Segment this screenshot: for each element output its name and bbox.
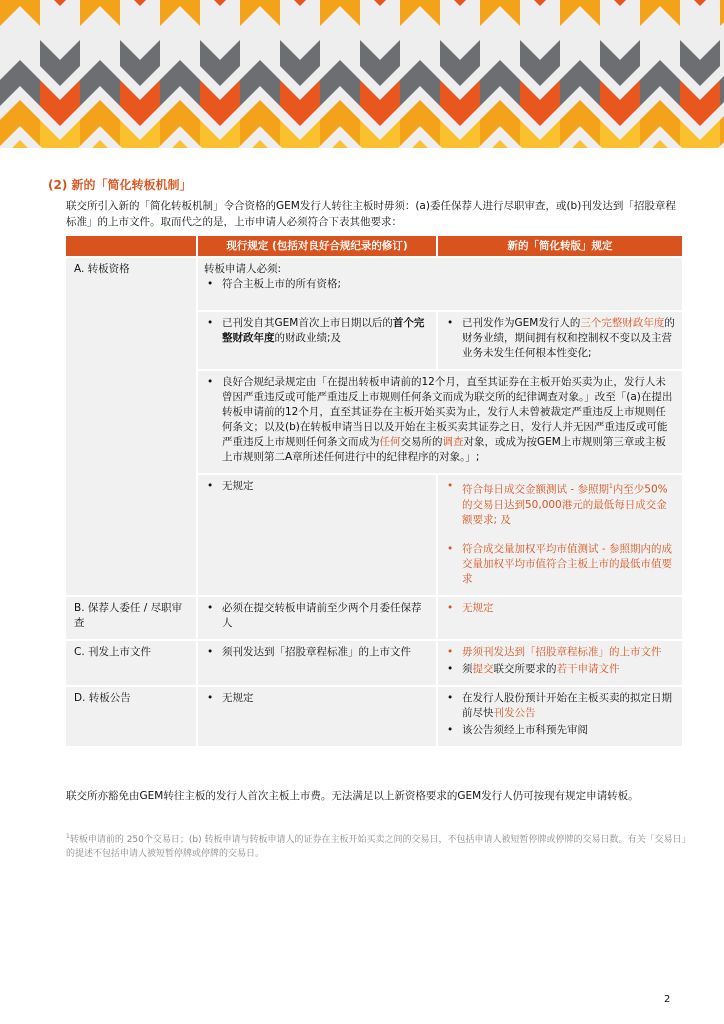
intro-paragraph: 联交所引入新的「简化转板机制」令合资格的GEM发行人转往主板时毋须：(a)委任保荐人进行尽职审查，或(b)刊发达到「招股章程标准」的上市文件。取而代之的是，上市申请人必须符合下表其他要求： [66,200,676,228]
footnote: $^1$转板申请前的 250个交易日；(b) 转板申请与转板申请人的证券在主板开始买卖之间的交易日，不包括申请人被短暂停牌或停牌的交易日数。有关「交易日」的提述不包括申请人被短暂停牌或停牌的交易日。 [66,833,686,859]
list-item: • 在发行人股份预计开始在主板买卖的拟定日期前尽快刊发公告 [444,691,676,721]
table-header-row [66,236,682,256]
row-label: C. 刊发上市文件 [66,639,198,685]
bullet-list [204,277,676,292]
bullet-list [204,645,430,660]
table-cell [438,310,682,369]
table-cell [198,595,438,639]
table-cell [198,310,438,369]
list-item: • 符合每日成交金额测试 - 参照期$^1$内至少50%的交易日达到50,000港元的最低每日成交金额要求; 及 [444,479,676,528]
header-banner [0,0,724,148]
list-item: • 良好合规纪录规定由「在提出转板申请前的12个月，直至其证券在主板开始买卖为止，发行人未曾因严重违反或可能严重违反上市规则任何条文而成为联交所的纪律调查对象。」改至「(a)在提出转板申请前的12个月，直至其证券在主板开始买卖为止，发行人未曾被裁定严重违反上市规则任何条文；以及(b)在转板申请当日以及开始在主板买卖其证券之日，发行人并无因严重违反或可能严重违反上市规则任何条文而成为任何交易所的调查对象，或成为按GEM上市规则第三章或主板上市规则第二A章所述任何进行中的纪律程序的对象。」; [204,375,676,465]
bullet-list [444,479,676,587]
table-header-cell [66,236,198,256]
bullet-list [204,691,430,706]
bullet-list [444,601,676,616]
list-item: • 必须在提交转板申请前至少两个月委任保荐人 [204,601,430,631]
row-label: A. 转板资格 [66,256,198,595]
bullet-list [204,479,430,494]
bullet-list [444,691,676,738]
list-item: • 已刊发作为GEM发行人的三个完整财政年度的财务业绩，期间拥有权和控制权不变以及主营业务未发生任何根本性变化; [444,316,676,361]
table-cell [198,369,682,473]
bullet-list [444,645,676,677]
table-header-cell: 现行规定 (包括对良好合规纪录的修订) [198,236,438,256]
chevron-shape [720,0,724,26]
table-cell [198,473,438,595]
table-row [66,595,682,639]
list-item: • 须刊发达到「招股章程标准」的上市文件 [204,645,430,660]
table-cell [438,639,682,685]
bullet-list [204,601,430,631]
chevron-pattern-graphic [0,0,724,148]
list-item: • 无规定 [444,601,676,616]
table-cell [438,595,682,639]
list-item: • 毋须刊发达到「招股章程标准」的上市文件 [444,645,676,660]
row-label: D. 转板公告 [66,685,198,746]
row-label: B. 保荐人委任 / 尽职审查 [66,595,198,639]
table-cell [198,256,682,310]
list-item: • 须提交联交所要求的若干申请文件 [444,662,676,677]
comparison-table [66,236,682,746]
list-item: • 符合成交量加权平均市值测试 - 参照期内的成交量加权平均市值符合主板上市的最低市值要求 [444,542,676,587]
list-item: • 无规定 [204,691,430,706]
table-header-cell: 新的「简化转版」规定 [438,236,682,256]
table-row [66,639,682,685]
section-title: (2) 新的「简化转板机制」 [48,178,192,192]
bullet-list [444,316,676,361]
table-cell [438,685,682,746]
page-number: 2 [664,994,671,1005]
list-item: • 符合主板上市的所有资格; [204,277,676,292]
table-cell [198,639,438,685]
cell-lead-text: 转板申请人必须: [204,263,282,275]
table-cell [438,473,682,595]
table-row [66,685,682,746]
table-cell [198,685,438,746]
list-item: • 该公告须经上市科预先审阅 [444,723,676,738]
list-item: • 无规定 [204,479,430,494]
bullet-list [204,375,676,465]
bullet-list [204,316,430,346]
table-row [66,256,682,310]
list-item: • 已刊发自其GEM首次上市日期以后的首个完整财政年度的财政业绩;及 [204,316,430,346]
closing-paragraph: 联交所亦豁免由GEM转往主板的发行人首次主板上市费。无法满足以上新资格要求的GEM发行人仍可按现有规定申请转板。 [66,790,639,802]
